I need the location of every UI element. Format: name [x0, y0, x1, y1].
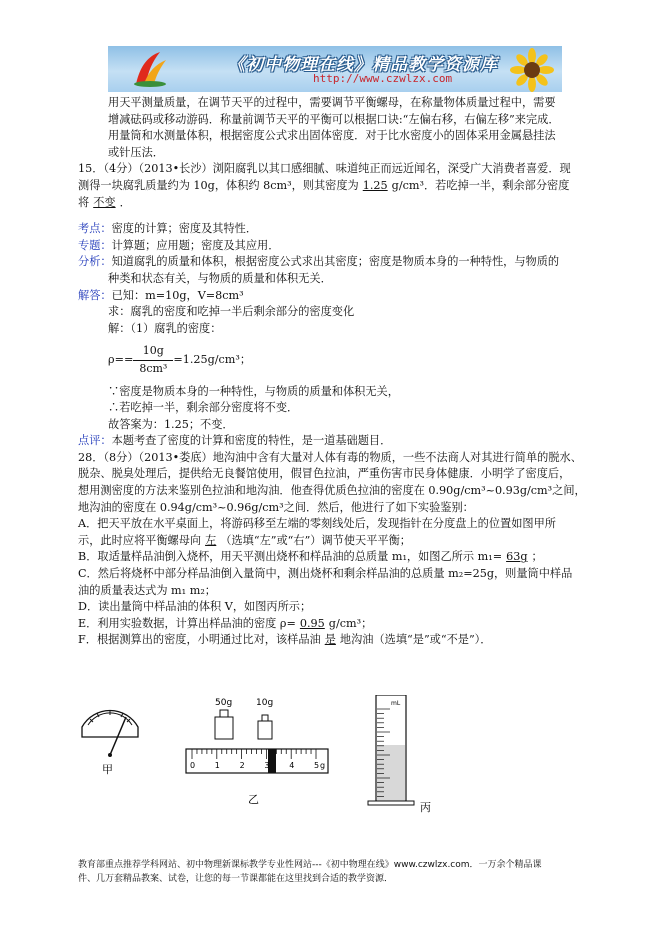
q15-line2: 测得一块腐乳质量约为 10g，体积约 8cm³，则其密度为 1.25 g/cm³．若吃掉一半，剩余部分密度: [78, 178, 570, 192]
q28-line: 地沟油的密度在 0.94g/cm³~0.96g/cm³之间．然后，他进行了如下实验鉴别：: [78, 500, 474, 514]
zhuanti-label: 专题：: [78, 238, 112, 252]
footer-line: 件、几万套精品教案、试卷，让您的每一节课都能在这里找到合适的教学资源．: [78, 874, 394, 884]
graduated-cylinder-figure: [368, 695, 431, 814]
experiment-figures: [78, 695, 618, 825]
document-body: [78, 95, 610, 649]
kaodian-line: 考点：密度的计算；密度及其特性．: [78, 222, 258, 236]
cylinder-unit: mL: [391, 700, 401, 707]
jieda-line: ∴若吃掉一半，剩余部分密度将不变．: [108, 401, 299, 415]
q28-line: 28．（8分）（2013•娄底）地沟油中含有大量对人体有毒的物质，一些不法商人对其进行简单的脱水、: [78, 450, 582, 464]
jieda-line: 故答案为：1.25；不变．: [108, 417, 234, 431]
jieda-line: 求：腐乳的密度和吃掉一半后剩余部分的密度变化: [108, 305, 355, 319]
weight-label-10g: 10g: [256, 698, 274, 708]
q28-answer-a: 左: [205, 533, 217, 547]
q28-step-f: F．根据测算出的密度，小明通过比对，该样品油 是 地沟油（选填“是”或“不是”）．: [78, 633, 492, 647]
ruler-unit: g: [320, 761, 326, 770]
label-jia: 甲: [102, 763, 113, 776]
q28-step-c: 油的质量表达式为 m₁ m₂；: [78, 583, 216, 597]
q28-line: 脱杂、脱臭处理后，提供给无良餐馆使用，假冒色拉油，严重伤害市民身体健康．小明学了密度后，: [78, 467, 571, 481]
banner-url[interactable]: http://www.czwlzx.com: [313, 72, 453, 85]
sunflower-icon: [510, 48, 554, 92]
q15-line1: 15．（4分）（2013•长沙）浏阳腐乳以其口感细腻、味道纯正而远近闻名，深受广大消费者喜爱．现: [78, 162, 571, 176]
ruler-tick-label: 3: [264, 761, 270, 770]
q15-answer2: 不变: [93, 195, 116, 209]
page-footer: [78, 858, 618, 886]
q28-step-b: B．取适量样品油倒入烧杯，用天平测出烧杯和样品油的总质量 m₁，如图乙所示 m₁= 63g ；: [78, 550, 543, 564]
footer-line: 教育部重点推荐学科网站、初中物理新课标教学专业性网站---《初中物理在线》www.czwlzx.com．一万余个精品课: [78, 860, 542, 870]
intro-line: 或针压法．: [108, 145, 164, 159]
intro-line: 用天平测量质量，在调节天平的过程中，需要调节平衡螺母，在称量物体质量过程中，需要: [108, 96, 556, 109]
intro-line: 用量筒和水测量体积，根据密度公式求出固体密度．对于比水密度小的固体采用金属悬挂法: [108, 129, 556, 143]
zhuanti-line: 专题：计算题；应用题；密度及其应用．: [78, 238, 280, 252]
weight-label-50g: 50g: [215, 698, 233, 708]
intro-line: 增减砝码或移动游码．称量前调节天平的平衡可以根据口诀:“左偏右移，右偏左移”来完成．: [108, 112, 560, 126]
q28-answer-b: 63g: [506, 550, 528, 564]
density-fraction: $\frac{10g}{\text{8cm³}}$: [133, 343, 173, 377]
site-logo-icon: [130, 50, 170, 88]
q28-line: 想用测密度的方法来鉴别色拉油和地沟油．他查得优质色拉油的密度在 0.90g/cm³~0.93g/cm³之间，: [78, 484, 586, 498]
fenxi-label: 分析：: [78, 255, 112, 269]
fenxi-line: 种类和状态有关，与物质的质量和体积无关．: [108, 271, 332, 285]
jieda-line: 解：（1）腐乳的密度：: [108, 321, 222, 335]
label-yi: 乙: [248, 793, 259, 806]
header-banner: [108, 46, 562, 92]
jieda-line: 解答：已知：m=10g，V=8cm³: [78, 288, 244, 302]
q28-step-a: 示，此时应将平衡螺母向 左 （选填“左”或“右”）调节使天平平衡；: [78, 533, 411, 547]
q28-step-d: D．读出量筒中样品油的体积 V，如图丙所示；: [78, 600, 312, 614]
q28-answer-f: 是: [324, 633, 336, 647]
ruler-tick-label: 5: [314, 761, 320, 770]
weight-50g-icon: [215, 717, 233, 739]
dianping-label: 点评：: [78, 434, 112, 448]
balance-dial-figure: [82, 710, 138, 776]
jieda-label: 解答：: [78, 288, 112, 302]
label-bing: 丙: [420, 801, 431, 814]
dianping-line: 点评：本题考查了密度的计算和密度的特性，是一道基础题目．: [78, 434, 392, 448]
density-formula: ρ== $\frac{10g}{\text{8cm³}}$ =1.25g/cm³；: [78, 343, 610, 377]
ruler-tick-label: 2: [239, 761, 245, 770]
kaodian-label: 考点：: [78, 222, 112, 236]
q28-step-c: C．然后将烧杯中部分样品油倒入量筒中，测出烧杯和剩余样品油的总质量 m₂=25g，则量筒中样品: [78, 567, 573, 581]
banner-title: 《初中物理在线》精品教学资源库: [228, 55, 498, 75]
weights-ruler-figure: [186, 698, 328, 806]
fenxi-line: 分析：知道腐乳的质量和体积，根据密度公式求出其密度；密度是物质本身的一种特性，与物质的: [78, 255, 560, 269]
ruler-tick-label: 4: [289, 761, 295, 770]
q28-step-e: E．利用实验数据，计算出样品油的密度 ρ= 0.95 g/cm³；: [78, 616, 373, 630]
jieda-line: ∵密度是物质本身的一种特性，与物质的质量和体积无关，: [108, 384, 399, 398]
q15-answer1: 1.25: [362, 178, 388, 192]
weight-10g-icon: [258, 721, 272, 739]
q28-answer-e: 0.95: [299, 616, 325, 630]
q15-line3: 将 不变 ．: [78, 195, 131, 209]
ruler-tick-label: 1: [214, 761, 220, 770]
ruler-icon: [186, 749, 328, 773]
ruler-tick-label: 0: [190, 761, 196, 770]
q28-step-a: A．把天平放在水平桌面上，将游码移至左端的零刻线处后，发现指针在分度盘上的位置如图甲所: [78, 517, 556, 531]
